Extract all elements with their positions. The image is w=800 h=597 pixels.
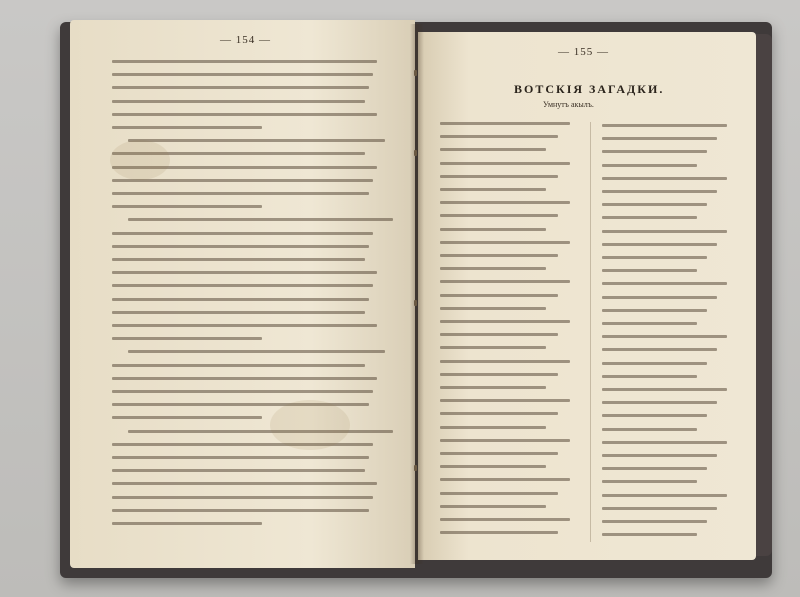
text-line <box>440 346 546 349</box>
text-line <box>440 399 570 402</box>
text-line <box>112 337 262 340</box>
text-line <box>602 441 727 444</box>
text-line <box>112 100 365 103</box>
text-line <box>440 518 570 521</box>
text-line <box>440 505 546 508</box>
text-line <box>440 333 558 336</box>
text-line <box>440 412 558 415</box>
left-page <box>70 20 415 568</box>
text-line <box>440 386 546 389</box>
column-divider <box>590 122 591 542</box>
text-line <box>112 245 369 248</box>
text-line <box>602 282 727 285</box>
text-line <box>112 284 373 287</box>
text-line <box>440 175 558 178</box>
left-page-number: — 154 — <box>220 34 271 46</box>
text-line <box>112 364 365 367</box>
text-line <box>440 280 570 283</box>
text-line <box>112 298 369 301</box>
text-line <box>440 135 558 138</box>
text-line <box>602 520 707 523</box>
text-line <box>440 439 570 442</box>
text-line <box>112 416 262 419</box>
text-line <box>128 218 393 221</box>
text-line <box>128 430 393 433</box>
text-line <box>602 309 707 312</box>
text-line <box>112 258 365 261</box>
text-line <box>440 478 570 481</box>
text-line <box>602 216 697 219</box>
paper-stain <box>270 400 350 450</box>
text-line <box>602 467 707 470</box>
text-line <box>112 86 369 89</box>
text-line <box>112 456 369 459</box>
right-page-number: — 155 — <box>558 46 609 58</box>
text-line <box>112 509 369 512</box>
text-line <box>602 230 727 233</box>
text-line <box>602 269 697 272</box>
text-line <box>112 179 373 182</box>
text-line <box>112 377 377 380</box>
text-line <box>602 203 707 206</box>
text-line <box>440 214 558 217</box>
text-line <box>440 360 570 363</box>
text-line <box>440 188 546 191</box>
text-line <box>602 137 717 140</box>
text-line <box>112 496 373 499</box>
text-line <box>602 375 697 378</box>
text-line <box>440 294 558 297</box>
text-line <box>112 469 365 472</box>
text-line <box>112 311 365 314</box>
text-line <box>440 452 558 455</box>
text-line <box>440 254 558 257</box>
text-line <box>602 428 697 431</box>
text-line <box>112 324 377 327</box>
text-line <box>602 335 727 338</box>
text-line <box>440 320 570 323</box>
text-line <box>602 243 717 246</box>
text-line <box>440 122 570 125</box>
text-line <box>112 60 377 63</box>
text-line <box>602 494 727 497</box>
text-line <box>112 113 377 116</box>
text-line <box>602 362 707 365</box>
text-line <box>602 414 707 417</box>
text-line <box>602 190 717 193</box>
binding-stitch <box>414 150 417 156</box>
text-line <box>440 162 570 165</box>
binding-stitch <box>414 465 417 471</box>
text-line <box>602 348 717 351</box>
text-line <box>602 533 697 536</box>
text-line <box>440 148 546 151</box>
text-line <box>440 373 558 376</box>
text-line <box>602 454 717 457</box>
text-line <box>112 522 262 525</box>
right-page <box>418 32 756 560</box>
binding-stitch <box>414 70 417 76</box>
text-line <box>440 228 546 231</box>
text-line <box>602 256 707 259</box>
text-line <box>112 192 369 195</box>
paper-stain <box>110 140 170 180</box>
text-line <box>602 124 727 127</box>
text-line <box>112 271 377 274</box>
text-line <box>440 241 570 244</box>
text-line <box>112 482 377 485</box>
text-line <box>440 307 546 310</box>
text-line <box>440 465 546 468</box>
text-line <box>128 350 385 353</box>
book-gutter <box>410 24 424 564</box>
text-line <box>440 531 558 534</box>
text-line <box>128 139 385 142</box>
text-line <box>440 267 546 270</box>
right-page-heading: ВОТСКІЯ ЗАГАДКИ. <box>514 82 665 96</box>
text-line <box>440 492 558 495</box>
text-line <box>440 426 546 429</box>
text-line <box>112 73 373 76</box>
binding-stitch <box>414 300 417 306</box>
text-line <box>602 507 717 510</box>
text-line <box>602 150 707 153</box>
text-line <box>112 232 373 235</box>
text-line <box>602 296 717 299</box>
text-line <box>112 126 262 129</box>
text-line <box>602 388 727 391</box>
text-line <box>112 390 373 393</box>
text-line <box>602 164 697 167</box>
text-line <box>602 480 697 483</box>
text-line <box>112 205 262 208</box>
right-page-subheading: Умнутъ акылъ. <box>543 100 594 109</box>
text-line <box>602 322 697 325</box>
text-line <box>602 177 727 180</box>
text-line <box>602 401 717 404</box>
text-line <box>440 201 570 204</box>
book-spine-edge <box>756 34 772 556</box>
